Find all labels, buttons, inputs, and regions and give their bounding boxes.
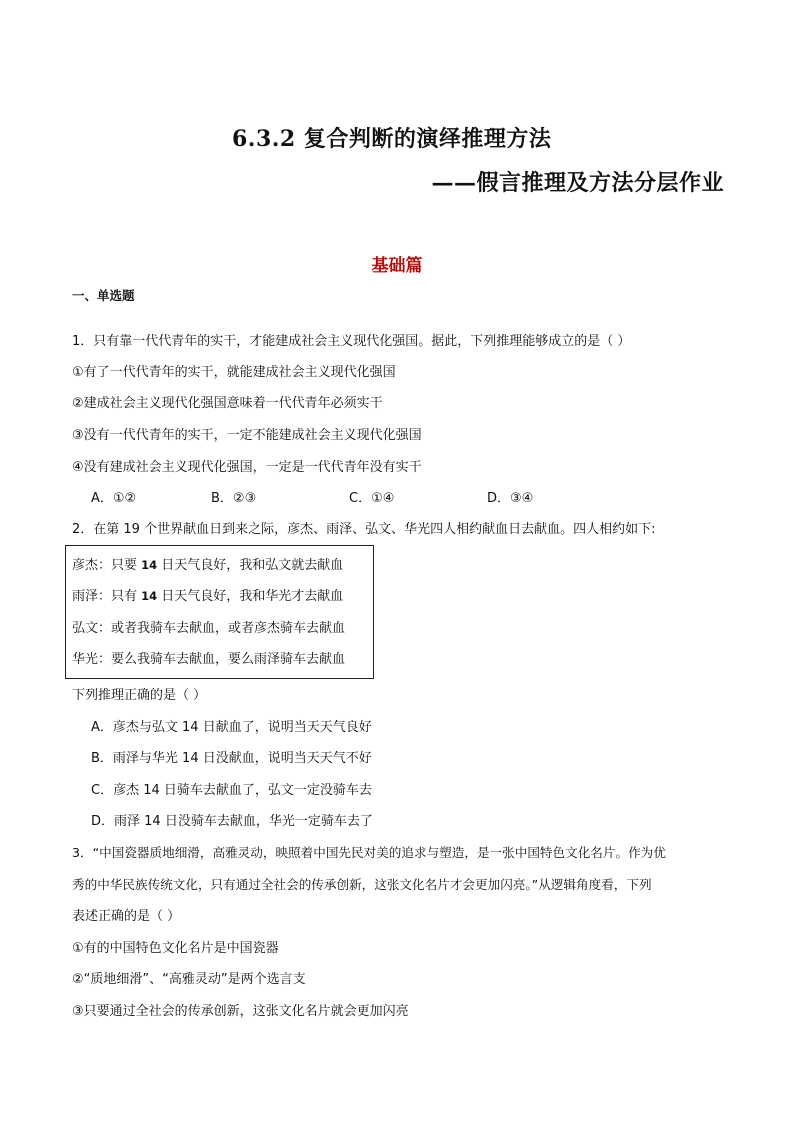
question-3-statement: ③只要通过全社会的传承创新，这张文化名片就会更加闪亮: [72, 1004, 409, 1019]
agreement-day-number: 14: [141, 558, 158, 572]
agreement-text: 彦杰：只要: [72, 558, 142, 573]
question-3-statement: ①有的中国特色文化名片是中国瓷器: [72, 941, 279, 956]
question-2-option-d: D．雨泽 14 日没骑车去献血，华光一定骑车去了: [91, 814, 373, 829]
agreement-huaguang: [72, 648, 345, 667]
question-1-statement: ②建成社会主义现代化强国意味着一代代青年必须实干: [72, 396, 383, 411]
question-3-stem: 秀的中华民族传统文化，只有通过全社会的传承创新，这张文化名片才会更加闪亮。”从逻辑角度看，下列: [72, 877, 652, 892]
question-3-statement: ②“质地细滑”、“高雅灵动”是两个选言支: [72, 972, 306, 987]
agreement-box: [65, 545, 374, 679]
question-2-option-a: A．彦杰与弘文 14 日献血了，说明当天天气良好: [91, 720, 372, 735]
question-3-stem: 3．“中国瓷器质地细滑，高雅灵动，映照着中国先民对美的追求与塑造，是一张中国特色文化名片。作为优: [72, 845, 666, 860]
question-2-stem: 2．在第 19 个世界献血日到来之际，彦杰、雨泽、弘文、华光四人相约献血日去献血。四人相约如下:: [72, 522, 656, 537]
agreement-hongwen: [72, 617, 345, 636]
question-1-option-b: B．②③: [211, 491, 257, 506]
question-1-stem: 1．只有靠一代代青年的实干，才能建成社会主义现代化强国。据此，下列推理能够成立的是（ ）: [72, 334, 631, 349]
question-1-statement: ④没有建成社会主义现代化强国，一定是一代代青年没有实干: [72, 460, 422, 475]
agreement-text: 日天气良好，我和华光才去献血: [157, 589, 344, 604]
question-2-option-c: C．彦杰 14 日骑车去献血了，弘文一定没骑车去: [91, 783, 372, 798]
part-heading: 一、单选题: [72, 288, 135, 303]
document-subtitle: ——假言推理及方法分层作业: [431, 170, 724, 196]
question-1-option-a: A．①②: [91, 491, 137, 506]
agreement-yuze: [72, 585, 343, 604]
agreement-day-number: 14: [141, 589, 158, 603]
agreement-text: 弘文：或者我骑车去献血，或者彦杰骑车去献血: [72, 621, 346, 636]
question-1-option-d: D．③④: [487, 491, 534, 506]
question-3-stem: 表述正确的是（ ）: [72, 909, 181, 924]
agreement-text: 雨泽：只有: [72, 589, 142, 604]
question-1-statement: ①有了一代代青年的实干，就能建成社会主义现代化强国: [72, 365, 396, 380]
document-title: 6.3.2 复合判断的演绎推理方法: [232, 126, 552, 152]
agreement-text: 华光：要么我骑车去献血，要么雨泽骑车去献血: [72, 652, 346, 667]
question-2-prompt: 下列推理正确的是（ ）: [72, 688, 207, 703]
agreement-yanjie: [72, 554, 343, 573]
question-1-option-c: C．①④: [349, 491, 395, 506]
question-2-option-b: B．雨泽与华光 14 日没献血，说明当天天气不好: [91, 751, 372, 766]
agreement-text: 日天气良好，我和弘文就去献血: [157, 558, 344, 573]
question-1-statement: ③没有一代代青年的实干，一定不能建成社会主义现代化强国: [72, 428, 422, 443]
section-title: 基础篇: [371, 256, 423, 276]
